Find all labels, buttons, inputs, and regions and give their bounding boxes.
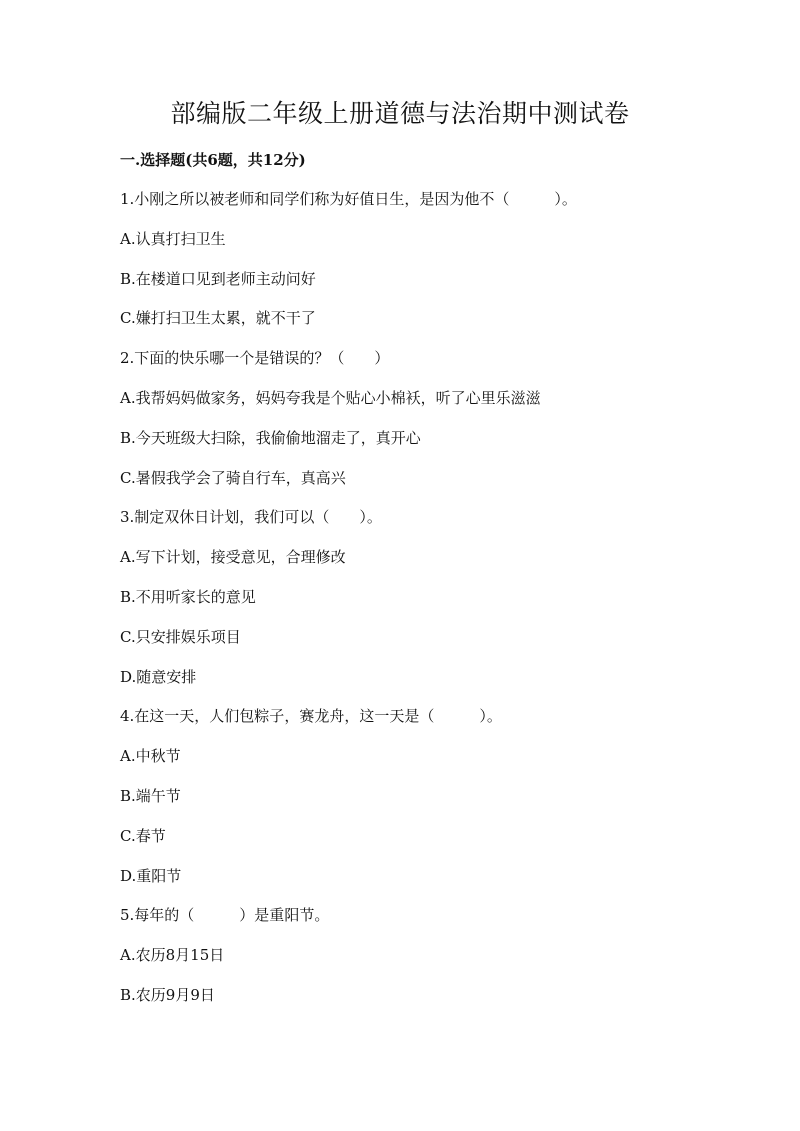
question-4-option-d: D.重阳节 <box>120 866 182 885</box>
question-2-stem: 2.下面的快乐哪一个是错误的？（ ） <box>120 349 390 368</box>
question-3-option-c: C.只安排娱乐项目 <box>120 627 241 646</box>
page-title: 部编版二年级上册道德与法治期中测试卷 <box>170 99 630 128</box>
question-4-option-c: C.春节 <box>120 826 166 845</box>
question-3-option-b: B.不用听家长的意见 <box>120 587 256 606</box>
question-3-stem: 3.制定双休日计划，我们可以（ ）。 <box>120 508 382 527</box>
question-5-option-b: B.农历9月9日 <box>120 985 215 1004</box>
section-header: 一.选择题(共6题，共12分) <box>120 151 306 169</box>
question-3-option-d: D.随意安排 <box>120 667 197 686</box>
question-4-option-b: B.端午节 <box>120 786 181 805</box>
question-5-stem: 5.每年的（ ）是重阳节。 <box>120 906 330 925</box>
question-4-option-a: A.中秋节 <box>120 747 181 766</box>
question-list <box>120 189 720 1025</box>
question-1-option-b: B.在楼道口见到老师主动问好 <box>120 269 316 288</box>
question-1-option-c: C.嫌打扫卫生太累，就不干了 <box>120 309 316 328</box>
question-1-stem: 1.小刚之所以被老师和同学们称为好值日生，是因为他不（ ）。 <box>120 190 577 208</box>
question-2-option-b: B.今天班级大扫除，我偷偷地溜走了，真开心 <box>120 428 421 447</box>
question-3-option-a: A.写下计划，接受意见，合理修改 <box>120 548 346 567</box>
question-5-option-a: A.农历8月15日 <box>120 946 225 965</box>
question-2-option-c: C.暑假我学会了骑自行车，真高兴 <box>120 468 346 487</box>
question-2-option-a: A.我帮妈妈做家务，妈妈夸我是个贴心小棉袄，听了心里乐滋滋 <box>120 388 541 407</box>
question-4-stem: 4.在这一天，人们包粽子，赛龙舟，这一天是（ ）。 <box>120 707 502 726</box>
question-1-option-a: A.认真打扫卫生 <box>120 229 226 248</box>
